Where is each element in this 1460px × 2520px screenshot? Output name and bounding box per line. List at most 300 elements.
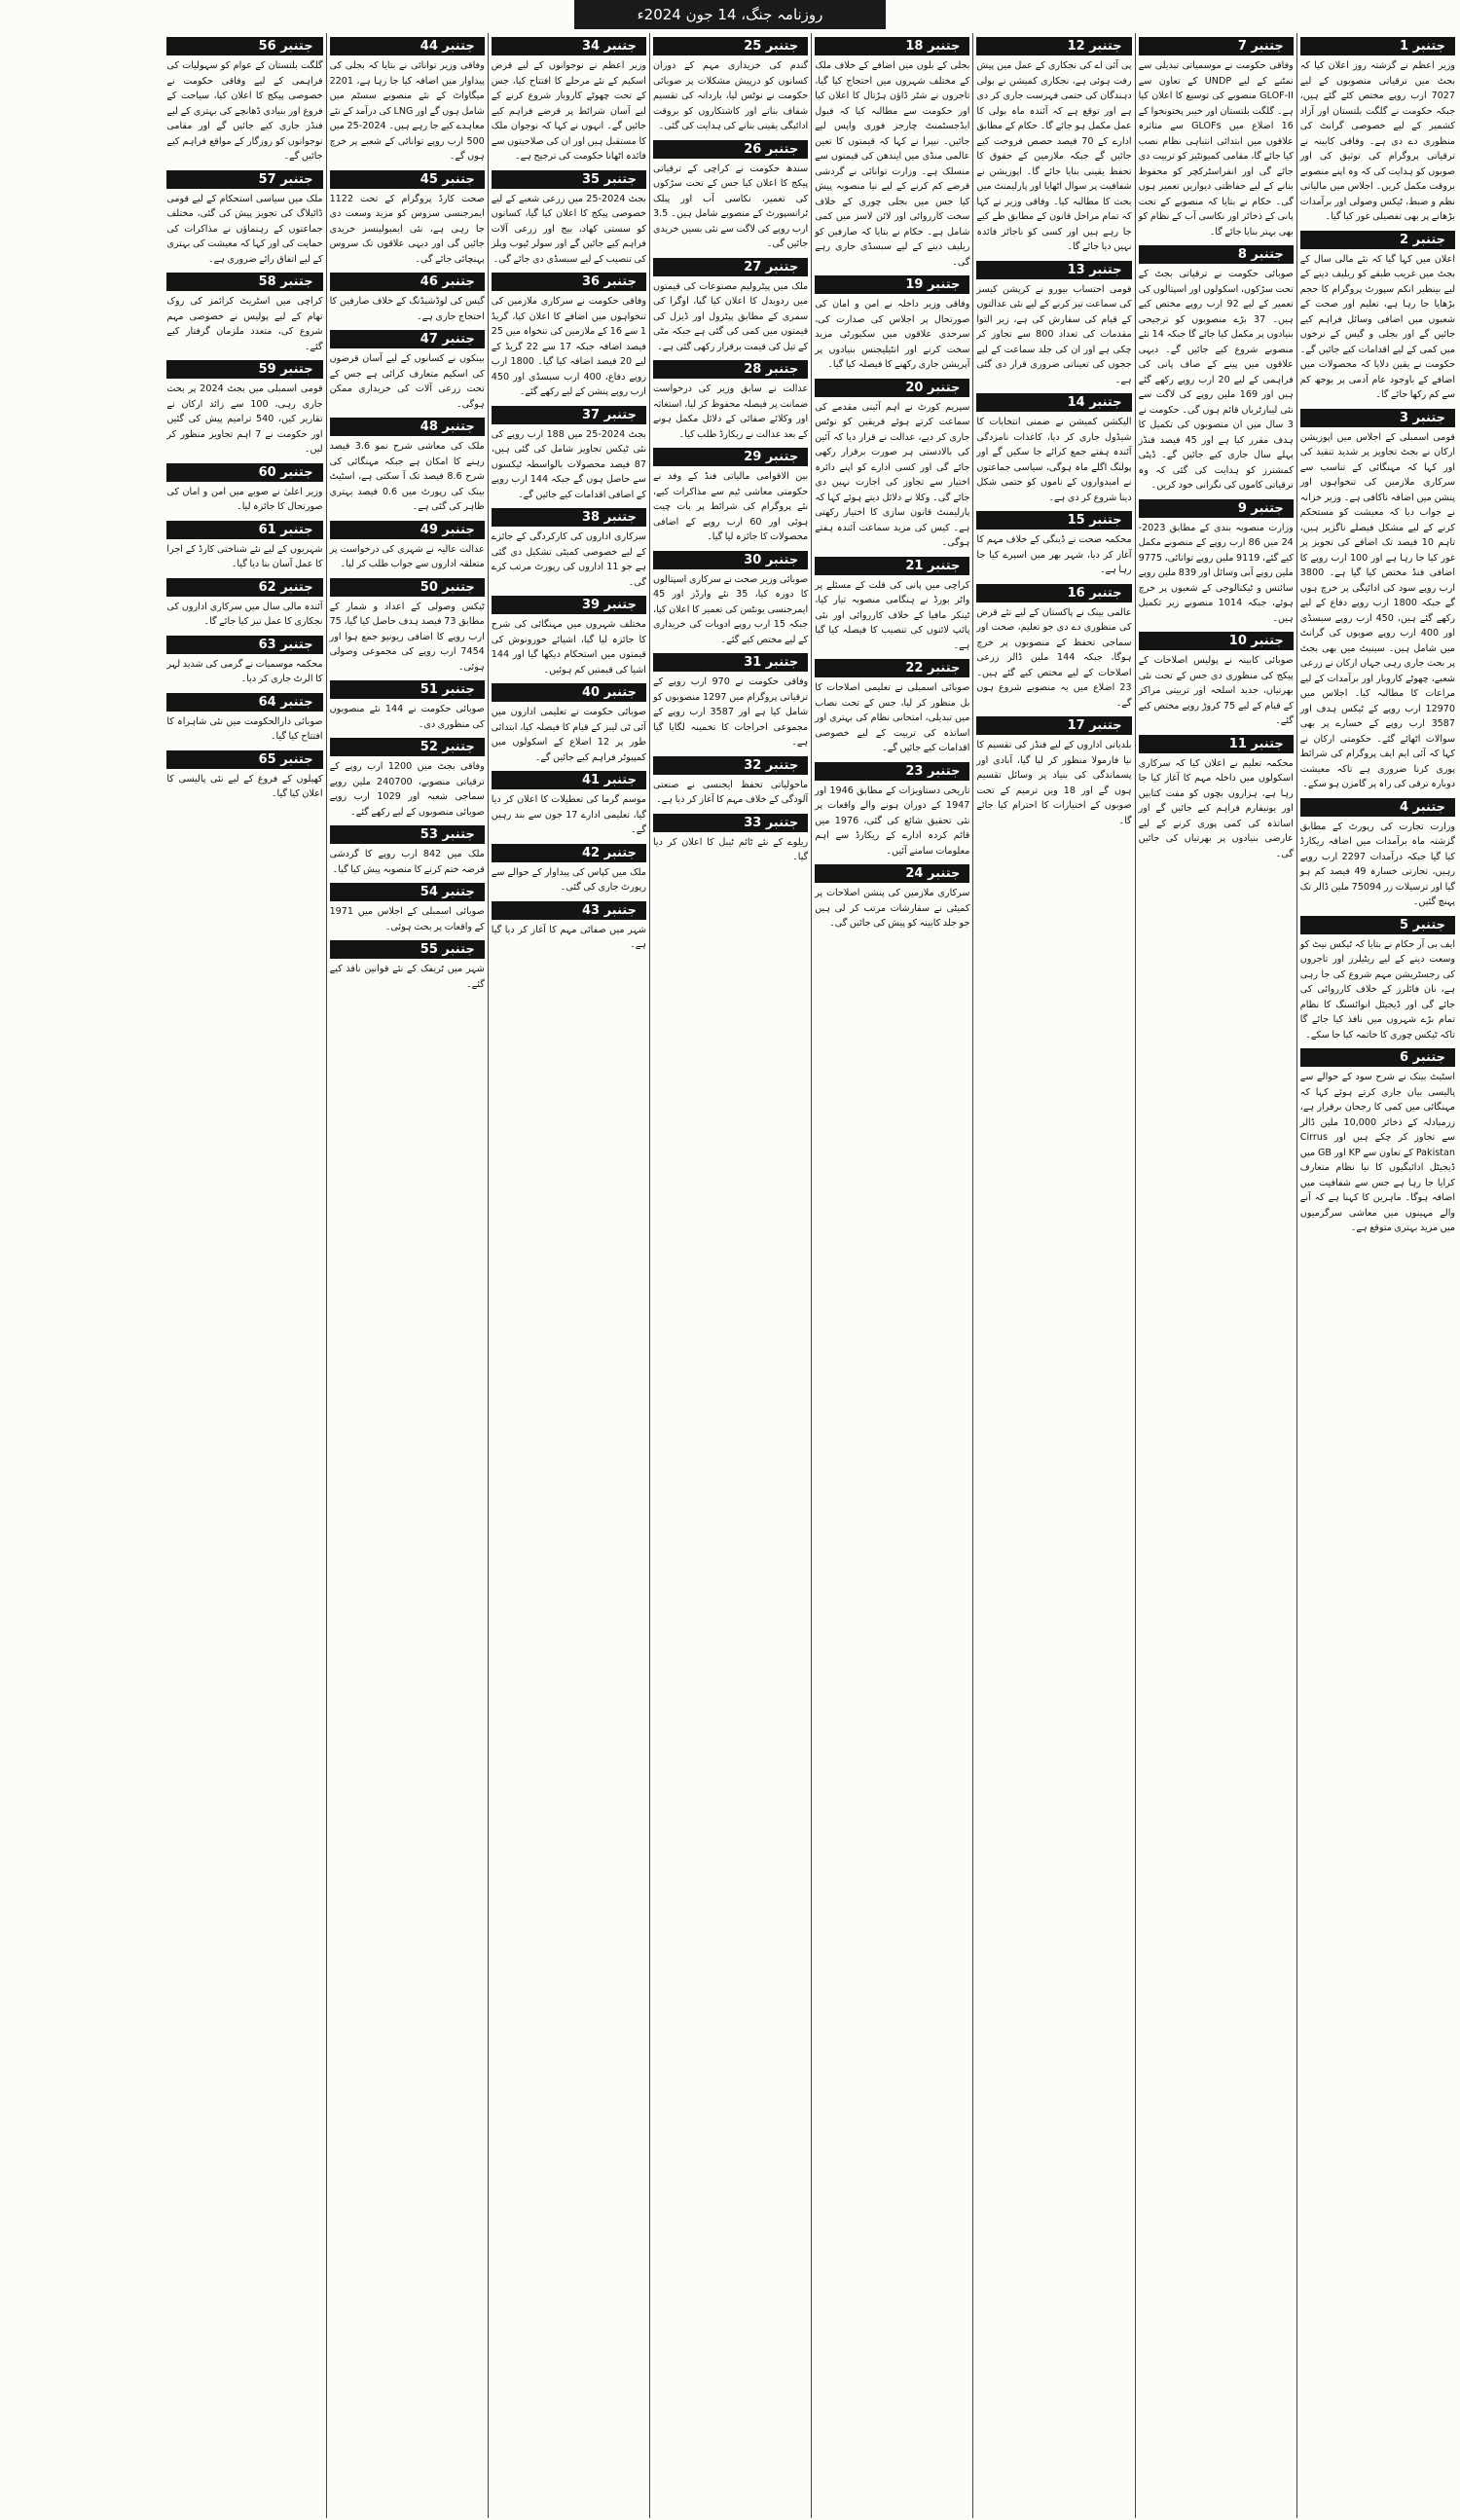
section-text: شہر میں ٹریفک کے نئے قوانین نافذ کیے گئے۔ <box>329 964 485 990</box>
section-text: پی آئی اے کی نجکاری کے عمل میں پیش رفت ہوئی ہے، نجکاری کمیشن نے بولی دہندگان کی حتمی فہرست جاری کر دی ہے اور توقع ہے کہ آئندہ ماہ بولی کا عمل مکمل ہو جائے گا۔ حکام کے مطابق ادارے کے 70 فیصد حصص فروخت کیے جائیں گے جبکہ ملازمین کے حقوق کا تحفظ یقینی بنایا جائے گا۔ اپوزیشن نے شفافیت پر سوال اٹھایا اور پارلیمنٹ میں بحث کا مطالبہ کیا۔ وفاقی وزیر نے کہا کہ تمام مراحل قانون کے مطابق طے کیے جا رہے ہیں اور کسی کو ناجائز فائدہ نہیں دیا جائے گا۔ <box>976 60 1132 252</box>
section-number-label: جتنبر 15 <box>1058 511 1132 530</box>
section-header <box>166 463 322 482</box>
section-header-bar <box>653 258 734 276</box>
section-header <box>976 261 1131 279</box>
section-header-bar <box>492 771 572 789</box>
section-text: اعلان میں کہا گیا کہ نئے مالی سال کے بجٹ میں غریب طبقے کو ریلیف دینے کے لیے بینظیر انکم سپورٹ پروگرام کا حجم بڑھایا جا رہا ہے، تعلیم اور صحت کے شعبوں میں اضافی وسائل فراہم کیے جائیں گے اور بجلی و گیس کے نرخوں میں کمی کے لیے اقدامات کیے جائیں گے۔ حکومت نے یقین دلایا کہ محصولات میں اضافے کے باوجود عام آدمی پر بوجھ کم سے کم رکھا جائے گا۔ <box>1299 253 1455 400</box>
news-section <box>330 738 485 820</box>
section-number-label: جتنبر 60 <box>249 463 323 482</box>
section-text: کراچی میں اسٹریٹ کرائمز کی روک تھام کے لیے پولیس نے خصوصی مہم شروع کی، متعدد ملزمان گرفتار کیے گئے۔ <box>166 296 323 352</box>
news-section <box>1300 37 1455 225</box>
news-section <box>653 756 808 808</box>
section-header-bar <box>330 273 411 291</box>
news-section <box>1300 231 1455 403</box>
section-header <box>815 557 969 575</box>
section-header-bar <box>653 756 734 775</box>
news-section <box>330 273 485 324</box>
news-section <box>492 771 646 838</box>
section-text: ریلوے کے نئے ٹائم ٹیبل کا اعلان کر دیا گیا۔ <box>652 836 809 862</box>
section-header <box>815 37 969 55</box>
section-text: گیس کی لوڈشیڈنگ کے خلاف صارفین کا احتجاج جاری ہے۔ <box>329 296 485 322</box>
section-header-bar <box>653 653 734 672</box>
section-header <box>1300 798 1455 817</box>
section-text: کراچی میں پانی کی قلت کے مسئلے پر واٹر بورڈ نے ہنگامی منصوبہ تیار کیا، ٹینکر مافیا کے خلاف کارروائی اور نئی پائپ لائنوں کی تنصیب کا فیصلہ کیا گیا ہے۔ <box>815 579 970 651</box>
section-text: بجٹ 2024-25 میں زرعی شعبے کے لیے خصوصی پیکج کا اعلان کیا گیا، کسانوں کو سستی کھاد، بیج اور زرعی آلات فراہم کیے جائیں گے اور سولر ٹیوب ویلز کی تنصیب کے لیے سبسڈی دی جائے گی۔ <box>491 193 646 265</box>
section-number-label: جتنبر 28 <box>734 360 808 379</box>
section-header-bar <box>330 738 411 756</box>
section-header-bar <box>492 273 572 291</box>
section-number-label: جتنبر 16 <box>1058 584 1132 603</box>
section-text: صوبائی حکومت نے 144 نئے منصوبوں کی منظوری دی۔ <box>329 704 485 730</box>
section-text: وفاقی حکومت نے 970 ارب روپے کے ترقیاتی پروگرام میں 1297 منصوبوں کو شامل کیا ہے اور 3587 ارب روپے کے مجموعی اخراجات کا تخمینہ لگایا گیا ہے۔ <box>652 676 809 748</box>
section-header <box>492 771 646 789</box>
news-section <box>1300 916 1455 1043</box>
section-number-label: جتنبر 5 <box>1390 916 1455 934</box>
section-header <box>330 738 485 756</box>
news-section <box>653 653 808 750</box>
section-header <box>492 273 646 291</box>
section-header-bar <box>653 37 734 55</box>
section-text: ملک میں 842 ارب روپے کا گردشی قرضہ ختم کرنے کا منصوبہ پیش کیا گیا۔ <box>329 849 485 875</box>
section-header-bar <box>166 750 248 769</box>
news-section <box>166 360 322 457</box>
section-header-bar <box>330 37 411 55</box>
news-column <box>811 33 972 2518</box>
section-number-label: جتنبر 47 <box>411 330 485 348</box>
news-section <box>492 37 646 164</box>
section-text: الیکشن کمیشن نے ضمنی انتخابات کا شیڈول جاری کر دیا، کاغذات نامزدگی آئندہ ہفتے جمع کرائے جا سکیں گے اور پولنگ اگلے ماہ ہوگی، سیاسی جماعتوں نے امیدواروں کے ناموں کو حتمی شکل دینا شروع کر دی ہے۔ <box>976 417 1132 503</box>
section-header <box>166 750 322 769</box>
section-header <box>330 883 485 901</box>
news-section <box>166 273 322 354</box>
section-text: بجلی کے بلوں میں اضافے کے خلاف ملک کے مختلف شہروں میں احتجاج کیا گیا، تاجروں نے شٹر ڈاؤن ہڑتال کا اعلان کیا اور حکومت سے مطالبہ کیا کہ فیول ایڈجسٹمنٹ چارجز فوری واپس لیے جائیں۔ نیپرا نے کہا کہ قیمتوں کا تعین عالمی منڈی میں ایندھن کی قیمتوں سے منسلک ہے۔ وزارت توانائی نے گردشی قرضے کم کرنے کے لیے نیا منصوبہ پیش کیا جس میں بجلی چوری کے خلاف سخت کارروائی اور لائن لاسز میں کمی شامل ہے۔ حکام نے بتایا کہ صارفین کو ریلیف دینے کے لیے سبسڈی جاری رہے گی۔ <box>815 60 970 268</box>
section-header <box>330 37 485 55</box>
section-header <box>1139 37 1294 55</box>
section-number-label: جتنبر 11 <box>1220 735 1294 753</box>
section-text: مختلف شہروں میں مہنگائی کی شرح کا جائزہ لیا گیا، اشیائے خورونوش کی قیمتوں میں استحکام دیکھا گیا اور 144 اشیا کی قیمتیں کم ہوئیں۔ <box>491 619 646 676</box>
section-number-label: جتنبر 45 <box>411 170 485 189</box>
section-number-label: جتنبر 18 <box>895 37 969 55</box>
section-number-label: جتنبر 2 <box>1390 231 1455 249</box>
section-header-bar <box>492 683 572 702</box>
news-column <box>1296 33 1458 2518</box>
news-section <box>1139 499 1294 627</box>
news-column <box>649 33 811 2518</box>
section-number-label: جتنبر 1 <box>1390 37 1455 55</box>
section-header <box>976 584 1131 603</box>
section-header-bar <box>815 379 895 397</box>
news-section <box>492 508 646 590</box>
section-text: صوبائی اسمبلی کے اجلاس میں 1971 کے واقعات پر بحث ہوئی۔ <box>329 906 485 932</box>
section-number-label: جتنبر 44 <box>411 37 485 55</box>
section-number-label: جتنبر 42 <box>572 844 646 862</box>
news-section <box>653 814 808 865</box>
section-number-label: جتنبر 3 <box>1390 409 1455 427</box>
news-section <box>815 379 969 551</box>
section-header-bar <box>653 448 734 466</box>
section-text: قومی احتساب بیورو نے کرپشن کیسز کی سماعت تیز کرنے کے لیے نئی عدالتوں کے قیام کی سفارش کی ہے، زیر التوا مقدمات کی تعداد 800 سے تجاوز کر چکی ہے اور ان کی جلد سماعت کے لیے ججوں کی تعیناتی ضروری قرار دی گئی ہے۔ <box>976 283 1132 385</box>
section-header <box>1300 37 1455 55</box>
section-text: صوبائی دارالحکومت میں نئی شاہراہ کا افتتاح کیا گیا۔ <box>166 715 323 742</box>
section-header-bar <box>330 940 411 959</box>
section-number-label: جتنبر 40 <box>572 683 646 702</box>
section-header <box>330 273 485 291</box>
section-text: بجٹ 2024-25 میں 188 ارب روپے کی نئی ٹیکس تجاویز شامل کی گئی ہیں، 87 فیصد محصولات بالواسطہ ٹیکسوں سے حاصل ہوں گے جبکہ 144 ارب روپے کے اضافی اقدامات کیے جائیں گے۔ <box>491 428 646 500</box>
section-text: صوبائی حکومت نے تعلیمی اداروں میں آئی ٹی لیبز کے قیام کا فیصلہ کیا، ابتدائی طور پر 12 اضلاع کے اسکولوں میں کمپیوٹر فراہم کیے جائیں گے۔ <box>491 707 646 763</box>
news-section <box>330 883 485 934</box>
section-header-bar <box>976 511 1057 530</box>
section-header <box>166 693 322 712</box>
section-text: عالمی بینک نے پاکستان کے لیے نئے قرض کی منظوری دے دی جو تعلیم، صحت اور سماجی تحفظ کے منصوبوں پر خرچ ہوگا، جبکہ 144 ملین ڈالر زرعی اصلاحات کے لیے مختص کیے گئے ہیں۔ 23 اضلاع میں یہ منصوبے شروع ہوں گے۔ <box>976 606 1132 709</box>
section-number-label: جتنبر 63 <box>249 636 323 654</box>
section-number-label: جتنبر 56 <box>249 37 323 55</box>
columns-container <box>2 33 1458 2518</box>
section-text: ملک میں سیاسی استحکام کے لیے قومی ڈائیلاگ کی تجویز پیش کی گئی، مختلف جماعتوں کے رہنماؤں نے مذاکرات کی حمایت کی اور کہا کہ معیشت کی بہتری کے لیے اتفاق رائے ضروری ہے۔ <box>166 193 323 265</box>
news-section <box>815 557 969 654</box>
section-number-label: جتنبر 13 <box>1058 261 1132 279</box>
news-section <box>492 273 646 400</box>
section-header-bar <box>330 330 411 348</box>
section-number-label: جتنبر 25 <box>734 37 808 55</box>
section-number-label: جتنبر 36 <box>572 273 646 291</box>
section-header <box>330 940 485 959</box>
section-text: تاریخی دستاویزات کے مطابق 1946 اور 1947 کے دوران ہونے والے واقعات پر نئی تحقیق شائع کی گئی، 1976 میں قائم کردہ ادارے کے ریکارڈ سے اہم معلومات سامنے آئیں۔ <box>815 785 970 857</box>
section-header-bar <box>976 393 1057 412</box>
news-section <box>166 578 322 630</box>
section-text: عدالت عالیہ نے شہری کی درخواست پر متعلقہ اداروں سے جواب طلب کر لیا۔ <box>329 543 485 569</box>
section-number-label: جتنبر 35 <box>572 170 646 189</box>
section-text: عدالت نے سابق وزیر کی درخواست ضمانت پر فیصلہ محفوظ کر لیا، استغاثہ اور وکلائے صفائی کے دلائل مکمل ہونے کے بعد عدالت نے ریکارڈ طلب کیا۔ <box>652 383 809 440</box>
section-header-bar <box>166 360 248 379</box>
section-text: محکمہ موسمیات نے گرمی کی شدید لہر کا الرٹ جاری کر دیا۔ <box>166 658 323 684</box>
section-text: صوبائی وزیر صحت نے سرکاری اسپتالوں کا دورہ کیا، 35 نئے وارڈز اور 45 ایمرجنسی یونٹس کی تعمیر کا اعلان کیا، جبکہ 15 ارب روپے ادویات کی خریداری کے لیے مختص کیے گئے۔ <box>652 573 809 645</box>
section-number-label: جتنبر 49 <box>411 521 485 539</box>
section-header <box>976 716 1131 735</box>
section-header <box>1139 735 1294 753</box>
section-text: ایف بی آر حکام نے بتایا کہ ٹیکس نیٹ کو وسعت دینے کے لیے ریٹیلرز اور تاجروں کی رجسٹریشن مہم شروع کی جا رہی ہے، نان فائلرز کے خلاف کارروائی کی جائے گی اور ڈیجیٹل انوائسنگ کا نظام تمام بڑے شہروں میں نافذ کیا جائے گا تاکہ ٹیکس چوری کا خاتمہ کیا جا سکے۔ <box>1299 938 1455 1041</box>
section-text: محکمہ تعلیم نے اعلان کیا کہ سرکاری اسکولوں میں داخلہ مہم کا آغاز کیا جا رہا ہے، ہزاروں بچوں کو مفت کتابیں اور یونیفارم فراہم کیے جائیں گے اور اساتذہ کی کمی پوری کرنے کے لیے عارضی بنیادوں پر بھرتیاں کی جائیں گی۔ <box>1138 757 1294 859</box>
section-header <box>653 551 808 569</box>
news-section <box>1139 37 1294 239</box>
section-header <box>166 273 322 291</box>
section-header-bar <box>653 814 734 832</box>
section-header <box>492 683 646 702</box>
news-section <box>330 330 485 412</box>
section-text: ٹیکس وصولی کے اعداد و شمار کے مطابق 73 فیصد ہدف حاصل کیا گیا، 75 ارب روپے کا اضافی ریونیو جمع ہوا اور 7454 ارب روپے کی مجموعی وصولی ہوئی۔ <box>329 601 485 673</box>
section-header-bar <box>166 37 248 55</box>
section-header-bar <box>1139 37 1228 55</box>
masthead-date-banner: روزنامہ جنگ، 14 جون 2024ء <box>574 0 886 29</box>
section-header-bar <box>815 864 895 883</box>
section-number-label: جتنبر 22 <box>895 659 969 677</box>
section-header-bar <box>330 825 411 844</box>
section-number-label: جتنبر 23 <box>895 762 969 781</box>
section-header-bar <box>492 844 572 862</box>
section-header <box>653 258 808 276</box>
section-header-bar <box>166 578 248 597</box>
news-section <box>492 844 646 895</box>
section-header-bar <box>815 37 895 55</box>
section-header <box>166 578 322 597</box>
news-section <box>330 825 485 877</box>
section-number-label: جتنبر 50 <box>411 578 485 597</box>
section-header-bar <box>330 418 411 436</box>
section-header-bar <box>330 680 411 699</box>
section-header <box>166 170 322 189</box>
section-header <box>1300 916 1455 934</box>
section-number-label: جتنبر 14 <box>1058 393 1132 412</box>
section-number-label: جتنبر 58 <box>249 273 323 291</box>
news-section <box>1300 1048 1455 1236</box>
section-header <box>1139 499 1294 518</box>
section-header-bar <box>166 463 248 482</box>
section-header <box>330 578 485 597</box>
news-section <box>1300 409 1455 792</box>
section-text: ملک میں کپاس کی پیداوار کے حوالے سے رپورٹ جاری کی گئی۔ <box>491 866 646 893</box>
section-number-label: جتنبر 17 <box>1058 716 1132 735</box>
section-header <box>330 825 485 844</box>
section-number-label: جتنبر 34 <box>572 37 646 55</box>
section-number-label: جتنبر 41 <box>572 771 646 789</box>
news-section <box>653 448 808 545</box>
news-section <box>653 140 808 252</box>
section-header <box>492 508 646 527</box>
section-header <box>166 37 322 55</box>
section-text: گلگت بلتستان کے عوام کو سہولیات کی فراہمی کے لیے وفاقی حکومت نے خصوصی پیکج کا اعلان کیا، سیاحت کے فروغ اور بنیادی ڈھانچے کی بہتری کے لیے فنڈز جاری کیے جائیں گے اور مقامی نوجوانوں کو روزگار کے مواقع فراہم کیے جائیں گے۔ <box>166 60 323 162</box>
section-header-bar <box>1300 916 1390 934</box>
news-section <box>976 716 1131 828</box>
news-section <box>166 750 322 802</box>
section-header-bar <box>492 37 572 55</box>
section-number-label: جتنبر 57 <box>249 170 323 189</box>
news-section <box>492 406 646 503</box>
section-number-label: جتنبر 19 <box>895 275 969 294</box>
section-number-label: جتنبر 62 <box>249 578 323 597</box>
section-text: آئندہ مالی سال میں سرکاری اداروں کی نجکاری کا عمل تیز کیا جائے گا۔ <box>166 601 323 627</box>
section-header-bar <box>1300 37 1390 55</box>
news-section <box>976 584 1131 712</box>
section-header-bar <box>653 360 734 379</box>
section-text: وزارت منصوبہ بندی کے مطابق 2023-24 میں 86 ارب روپے کے منصوبے مکمل کیے گئے، 9119 ملین روپے توانائی، 9775 ملین روپے آبی وسائل اور 839 ملین روپے سائنس و ٹیکنالوجی کے شعبوں پر خرچ ہوئے، جبکہ 1014 منصوبے زیر تکمیل ہیں۔ <box>1138 522 1294 624</box>
section-header-bar <box>1139 245 1228 264</box>
section-number-label: جتنبر 29 <box>734 448 808 466</box>
section-text: گندم کی خریداری مہم کے دوران کسانوں کو درپیش مشکلات پر صوبائی حکومت نے نوٹس لیا، باردانہ کی تقسیم شفاف بنانے اور کاشتکاروں کو بروقت ادائیگی یقینی بنانے کی ہدایت کی گئی۔ <box>652 60 809 131</box>
section-number-label: جتنبر 21 <box>895 557 969 575</box>
section-header-bar <box>330 170 411 189</box>
section-number-label: جتنبر 38 <box>572 508 646 527</box>
news-section <box>330 418 485 515</box>
news-section <box>976 393 1131 505</box>
section-text: محکمہ صحت نے ڈینگی کے خلاف مہم کا آغاز کر دیا، شہر بھر میں اسپرے کیا جا رہا ہے۔ <box>976 534 1132 575</box>
section-header-bar <box>976 584 1057 603</box>
section-header <box>815 275 969 294</box>
section-text: موسم گرما کی تعطیلات کا اعلان کر دیا گیا، تعلیمی ادارے 17 جون سے بند رہیں گے۔ <box>491 794 646 835</box>
section-number-label: جتنبر 64 <box>249 693 323 712</box>
news-column <box>326 33 488 2518</box>
news-section <box>815 864 969 931</box>
news-section <box>166 521 322 572</box>
section-text: وزیر اعلیٰ نے صوبے میں امن و امان کی صورتحال کا جائزہ لیا۔ <box>166 486 323 512</box>
news-section <box>815 275 969 373</box>
news-section <box>166 170 322 268</box>
section-header <box>166 360 322 379</box>
section-header <box>815 864 969 883</box>
news-section <box>1139 735 1294 862</box>
section-header-bar <box>815 659 895 677</box>
news-section <box>653 360 808 442</box>
section-header <box>653 756 808 775</box>
news-section <box>653 551 808 648</box>
section-text: سندھ حکومت نے کراچی کے ترقیاتی پیکج کا اعلان کیا جس کے تحت سڑکوں کی تعمیر، نکاسی آب اور پبلک ٹرانسپورٹ کے منصوبے شامل ہیں۔ 3.5 ارب روپے کی لاگت سے نئی بسیں خریدی جائیں گی۔ <box>652 163 809 249</box>
news-section <box>330 940 485 992</box>
section-header <box>815 659 969 677</box>
section-number-label: جتنبر 20 <box>895 379 969 397</box>
section-number-label: جتنبر 65 <box>249 750 323 769</box>
section-text: وزیر اعظم نے گزشتہ روز اعلان کیا کہ بجٹ میں ترقیاتی منصوبوں کے لیے 7027 ارب روپے مختص کئے گئے ہیں، جبکہ حکومت نے گلگت بلتستان اور آزاد کشمیر کے لیے خصوصی گرانٹ کی منظوری دے دی ہے۔ وفاقی کابینہ نے ترقیاتی پروگرام کی توثیق کی اور صوبوں کو ہدایت کی کہ وہ اپنے منصوبے بروقت مکمل کریں۔ اجلاس میں مالیاتی نظم و ضبط، ٹیکس وصولی اور برآمدات بڑھانے پر بھی تفصیلی غور کیا گیا۔ <box>1299 60 1455 222</box>
section-header-bar <box>1300 231 1390 249</box>
section-header-bar <box>492 596 572 614</box>
section-header <box>1300 1048 1455 1067</box>
news-column <box>164 33 325 2518</box>
section-header-bar <box>976 261 1057 279</box>
news-section <box>492 901 646 953</box>
news-section <box>492 170 646 268</box>
section-header <box>653 814 808 832</box>
section-header <box>330 418 485 436</box>
section-header-bar <box>166 636 248 654</box>
section-text: ملک کی معاشی شرح نمو 3.6 فیصد رہنے کا امکان ہے جبکہ مہنگائی کی شرح 8.6 فیصد تک آ سکتی ہے، اسٹیٹ بینک کی رپورٹ میں 0.6 فیصد بہتری ظاہر کی گئی ہے۔ <box>329 441 485 512</box>
section-header-bar <box>166 521 248 539</box>
section-header <box>330 330 485 348</box>
section-header <box>492 844 646 862</box>
section-header-bar <box>1300 409 1390 427</box>
section-text: صوبائی حکومت نے ترقیاتی بجٹ کے تحت سڑکوں، اسکولوں اور اسپتالوں کی تعمیر کے لیے 92 ارب روپے مختص کیے ہیں۔ 37 بڑے منصوبوں کو ترجیحی بنیادوں پر مکمل کیا جائے گا جبکہ 14 نئے منصوبے شروع کیے جائیں گے۔ دیہی علاقوں میں پینے کے صاف پانی کی فراہمی کے لیے 20 ارب روپے رکھے گئے ہیں اور 169 ملین روپے کی لاگت سے نئی لیبارٹریاں قائم ہوں گی۔ حکومت نے 3 سال میں ان منصوبوں کی تکمیل کا ہدف مقرر کیا ہے اور 45 فیصد فنڈز پہلے سال جاری کیے جائیں گے۔ ڈپٹی کمشنرز کو ہدایت کی گئی کہ وہ ترقیاتی کاموں کی نگرانی خود کریں۔ <box>1138 269 1294 491</box>
section-header-bar <box>1139 735 1220 753</box>
news-section <box>330 170 485 268</box>
section-text: بین الاقوامی مالیاتی فنڈ کے وفد نے حکومتی معاشی ٹیم سے مذاکرات کیے، نئے پروگرام کی شرائط پر بات چیت ہوئی اور 60 ارب روپے کے اضافی محصولات کا جائزہ لیا گیا۔ <box>652 471 809 542</box>
section-text: صحت کارڈ پروگرام کے تحت 1122 ایمرجنسی سروس کو مزید وسعت دی جا رہی ہے، نئی ایمبولینسز خریدی جائیں گی اور دیہی علاقوں تک سروس پہنچائی جائے گی۔ <box>329 193 485 265</box>
section-header-bar <box>815 762 895 781</box>
section-number-label: جتنبر 30 <box>734 551 808 569</box>
section-number-label: جتنبر 26 <box>734 140 808 159</box>
news-section <box>330 680 485 732</box>
news-section <box>653 258 808 355</box>
section-header-bar <box>653 551 734 569</box>
section-header <box>653 653 808 672</box>
section-text: صوبائی کابینہ نے پولیس اصلاحات کے پیکج کی منظوری دی جس کے تحت نئی بھرتیاں، جدید اسلحہ اور تربیتی مراکز کے قیام کے لیے 75 کروڑ روپے مختص کیے گئے۔ <box>1138 655 1294 726</box>
section-text: ماحولیاتی تحفظ ایجنسی نے صنعتی آلودگی کے خلاف مہم کا آغاز کر دیا ہے۔ <box>652 779 809 805</box>
news-section <box>653 37 808 134</box>
section-header-bar <box>815 275 895 294</box>
section-text: بلدیاتی اداروں کے لیے فنڈز کی تقسیم کا نیا فارمولا منظور کر لیا گیا، آبادی اور پسماندگی کی بنیاد پر وسائل تقسیم ہوں گے اور 18 ویں ترمیم کے تحت صوبوں کے اختیارات کا احترام کیا جائے گا۔ <box>976 740 1132 826</box>
news-column <box>488 33 649 2518</box>
news-section <box>330 578 485 676</box>
section-text: قومی اسمبلی کے اجلاس میں اپوزیشن ارکان نے بجٹ تجاویز پر شدید تنقید کی اور کہا کہ مہنگائی کے تناسب سے سرکاری ملازمین کی تنخواہوں اور پنشن میں اضافہ ناکافی ہے۔ وزیر خزانہ نے جواب دیا کہ معیشت کو مستحکم کرنے کے لیے مشکل فیصلے ناگزیر ہیں، تاہم 10 فیصد تک اضافے کی تجویز پر غور کیا جا رہا ہے اور 100 ارب روپے کا اضافی فنڈ مختص کیا گیا ہے۔ 3800 ارب روپے سود کی ادائیگی پر خرچ ہوں گے جبکہ 1800 ارب روپے دفاع کے لیے رکھے گئے ہیں، 450 ارب روپے سبسڈی اور 400 ارب روپے صوبوں کی گرانٹ میں شامل ہیں۔ سینیٹ میں بھی بجٹ پر بحث جاری رہی جہاں ارکان نے زرعی شعبے، چھوٹے کاروبار اور برآمدات کے لیے مراعات کا مطالبہ کیا۔ اجلاس میں 12970 ارب روپے کے ٹیکس ہدف اور 3587 ارب روپے کے خسارے پر بھی سوالات اٹھائے گئے۔ حکومتی ارکان نے کہا کہ آئی ایم ایف پروگرام کی شرائط پوری کرنا ضروری ہے تاکہ معیشت دوبارہ ترقی کی راہ پر گامزن ہو سکے۔ <box>1299 431 1455 789</box>
section-text: سرکاری اداروں کی کارکردگی کے جائزے کے لیے خصوصی کمیٹی تشکیل دی گئی ہے جو 11 اداروں کی رپورٹ مرتب کرے گی۔ <box>491 531 646 588</box>
section-header <box>653 140 808 159</box>
news-section <box>166 37 322 164</box>
section-header-bar <box>653 140 734 159</box>
news-section <box>330 521 485 572</box>
news-column <box>1135 33 1296 2518</box>
news-section <box>166 693 322 745</box>
section-text: شہریوں کے لیے نئے شناختی کارڈ کے اجرا کا عمل آسان بنا دیا گیا۔ <box>166 543 323 569</box>
section-header <box>1139 632 1294 650</box>
section-header <box>1300 409 1455 427</box>
section-text: سرکاری ملازمین کی پنشن اصلاحات پر کمیٹی نے سفارشات مرتب کر لی ہیں جو جلد کابینہ کو پیش کی جائیں گی۔ <box>815 888 970 929</box>
section-number-label: جتنبر 7 <box>1228 37 1294 55</box>
section-header-bar <box>166 273 248 291</box>
section-header-bar <box>1300 798 1390 817</box>
news-column <box>972 33 1134 2518</box>
section-header <box>1139 245 1294 264</box>
section-number-label: جتنبر 4 <box>1390 798 1455 817</box>
section-number-label: جتنبر 59 <box>249 360 323 379</box>
section-header <box>492 170 646 189</box>
section-number-label: جتنبر 53 <box>411 825 485 844</box>
section-header <box>492 37 646 55</box>
section-header-bar <box>976 37 1057 55</box>
section-header <box>166 521 322 539</box>
news-section <box>976 261 1131 388</box>
section-number-label: جتنبر 39 <box>572 596 646 614</box>
section-number-label: جتنبر 9 <box>1228 499 1294 518</box>
section-number-label: جتنبر 37 <box>572 406 646 424</box>
section-header <box>1300 231 1455 249</box>
news-section <box>166 636 322 687</box>
section-header <box>976 37 1131 55</box>
section-header <box>166 636 322 654</box>
section-number-label: جتنبر 6 <box>1390 1048 1455 1067</box>
section-number-label: جتنبر 31 <box>734 653 808 672</box>
section-header <box>653 37 808 55</box>
section-header-bar <box>330 883 411 901</box>
news-section <box>330 37 485 164</box>
section-header <box>492 901 646 920</box>
news-section <box>1139 245 1294 493</box>
section-header <box>976 511 1131 530</box>
section-header-bar <box>1300 1048 1390 1067</box>
section-header <box>653 448 808 466</box>
section-number-label: جتنبر 55 <box>411 940 485 959</box>
section-number-label: جتنبر 54 <box>411 883 485 901</box>
section-text: کھیلوں کے فروغ کے لیے نئی پالیسی کا اعلان کیا گیا۔ <box>166 773 323 799</box>
section-header <box>653 360 808 379</box>
section-text: وزارت تجارت کی رپورٹ کے مطابق گزشتہ ماہ برآمدات میں اضافہ ریکارڈ کیا گیا جبکہ درآمدات 2297 ارب روپے رہیں، تجارتی خسارہ 49 فیصد کم ہو گیا اور ترسیلات زر 75094 ملین ڈالر تک پہنچ گئیں۔ <box>1299 821 1456 907</box>
section-header <box>976 393 1131 412</box>
section-header-bar <box>976 716 1057 735</box>
news-section <box>1300 798 1455 910</box>
section-header <box>815 762 969 781</box>
section-text: شہر میں صفائی مہم کا آغاز کر دیا گیا ہے۔ <box>491 924 646 950</box>
news-section <box>976 37 1131 255</box>
news-section <box>815 37 969 270</box>
section-header-bar <box>492 901 572 920</box>
section-text: اسٹیٹ بینک نے شرح سود کے حوالے سے پالیسی بیان جاری کرتے ہوئے کہا کہ مہنگائی میں کمی کا رجحان برقرار ہے، زرمبادلہ کے ذخائر 10,000 ملین ڈالر سے تجاوز کر چکے ہیں اور Cirrus Pakistan کے تعاون سے KP اور GB میں ڈیجیٹل ادائیگیوں کا نیا نظام متعارف کرایا جا رہا ہے جس سے شفافیت میں اضافہ ہوگا۔ ماہرین کا کہنا ہے کہ آنے والے مہینوں میں معاشی سرگرمیوں میں مزید بہتری متوقع ہے۔ <box>1299 1072 1456 1233</box>
section-number-label: جتنبر 27 <box>734 258 808 276</box>
section-header <box>330 170 485 189</box>
section-number-label: جتنبر 10 <box>1220 632 1294 650</box>
section-text: وزیر اعظم نے نوجوانوں کے لیے قرض اسکیم کے نئے مرحلے کا افتتاح کیا، جس کے تحت چھوٹے کاروبار شروع کرنے کے لیے آسان شرائط پر قرضے فراہم کیے جائیں گے۔ انہوں نے کہا کہ نوجوان ملک کا مستقبل ہیں اور ان کی صلاحیتوں سے فائدہ اٹھانا حکومت کی ترجیح ہے۔ <box>491 60 646 162</box>
section-header-bar <box>330 578 411 597</box>
section-text: وفاقی حکومت نے سرکاری ملازمین کی تنخواہوں میں اضافے کا اعلان کیا، گریڈ 1 سے 16 کے ملازمین کی تنخواہ میں 25 فیصد اضافہ جبکہ 17 سے 22 گریڈ کے لیے 20 فیصد اضافہ کیا گیا۔ 1800 ارب روپے دفاع، 400 ارب سبسڈی اور 450 ارب روپے پنشن کے لیے رکھے گئے۔ <box>491 296 646 397</box>
news-section <box>976 511 1131 578</box>
section-header-bar <box>492 508 572 527</box>
section-header-bar <box>492 406 572 424</box>
section-header-bar <box>815 557 895 575</box>
section-text: وفاقی وزیر داخلہ نے امن و امان کی صورتحال پر اجلاس کی صدارت کی، سرحدی علاقوں میں سکیورٹی مزید سخت کرنے اور انٹیلیجنس بنیادوں پر آپریشن جاری رکھنے کا فیصلہ کیا گیا۔ <box>815 299 970 370</box>
section-number-label: جتنبر 48 <box>411 418 485 436</box>
